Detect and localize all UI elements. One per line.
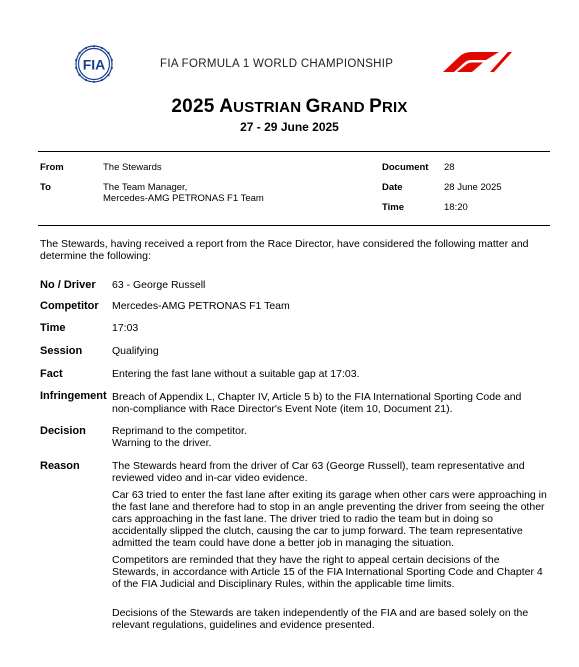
reason-paragraph-2: Car 63 tried to enter the fast lane after exiting its garage when other cars were approaching in the fast lane and therefore had to stop in an angle preventing the driver from seeing the other cars approaching in the fast lane. The driver tried to radio the team but in doing so accidentally slipped the clutch, causing the car to jump forward. The team representative admitted the team could have done a better job in managing the situation.: [112, 489, 547, 549]
to-value-line1: The Team Manager,: [103, 182, 188, 193]
reason-label: Reason: [40, 460, 80, 472]
top-divider: [38, 151, 550, 152]
time-value: 18:20: [444, 202, 468, 213]
page-title: [0, 96, 579, 118]
from-label: From: [40, 162, 64, 173]
reason-paragraph-1: The Stewards heard from the driver of Car 63 (George Russell), team representative and reviewed video and in-car video evidence.: [112, 460, 525, 484]
document-value: 28: [444, 162, 455, 173]
time-row-label: Time: [40, 322, 66, 334]
no-driver-label: No / Driver: [40, 279, 96, 291]
time-label: Time: [382, 202, 405, 213]
intro-text: The Stewards, having received a report from the Race Director, have considered the following matter and determine the following:: [40, 238, 529, 262]
to-label: To: [40, 182, 51, 193]
title-rest-2: RAND: [320, 99, 370, 116]
event-dates: 27 - 29 June 2025: [240, 120, 339, 134]
decision-line-2: Warning to the driver.: [112, 437, 212, 449]
session-label: Session: [40, 345, 83, 357]
decision-value: [112, 425, 552, 449]
title-cap-3: P: [369, 96, 382, 117]
bottom-divider: [38, 225, 550, 226]
competitor-label: Competitor: [40, 300, 99, 312]
title-rest-3: RIX: [381, 99, 408, 116]
competitor-value: Mercedes-AMG PETRONAS F1 Team: [112, 300, 290, 312]
from-value: The Stewards: [103, 162, 162, 173]
session-value: Qualifying: [112, 345, 159, 357]
fact-value: Entering the fast lane without a suitable gap at 17:03.: [112, 368, 360, 380]
title-prefix: 2025: [171, 96, 220, 117]
championship-title: FIA FORMULA 1 WORLD CHAMPIONSHIP: [160, 58, 394, 70]
f1-logo-icon: [441, 51, 513, 73]
document-label: Document: [382, 162, 429, 173]
infringement-label: Infringement: [40, 390, 107, 402]
to-value-line2: Mercedes-AMG PETRONAS F1 Team: [103, 193, 264, 204]
title-cap-2: G: [305, 96, 321, 117]
reason-paragraph-3: Competitors are reminded that they have the right to appeal certain decisions of the Stewards, in accordance with Article 15 of the FIA International Sporting Code and Chapter 4 of the FIA Judicial and Disciplinary Rules, within the applicable time limits.: [112, 554, 543, 590]
date-label: Date: [382, 182, 403, 193]
decision-line-1: Reprimand to the competitor.: [112, 425, 247, 437]
reason-paragraph-4: Decisions of the Stewards are taken independently of the FIA and are based solely on the relevant regulations, guidelines and evidence presented.: [112, 607, 529, 631]
date-value: 28 June 2025: [444, 182, 502, 193]
infringement-value: Breach of Appendix L, Chapter IV, Article 5 b) to the FIA International Sporting Code and non-compliance with Race Director's Event Note (item 10, Document 21).: [112, 391, 522, 415]
title-rest-1: USTRIAN: [233, 99, 306, 116]
fia-logo-text: FIA: [82, 56, 106, 73]
fact-label: Fact: [40, 368, 63, 380]
reason-value: [112, 460, 547, 631]
title-cap-1: A: [219, 96, 234, 117]
no-driver-value: 63 - George Russell: [112, 279, 206, 291]
time-row-value: 17:03: [112, 322, 139, 334]
fia-logo-icon: [69, 44, 119, 84]
decision-label: Decision: [40, 425, 86, 437]
